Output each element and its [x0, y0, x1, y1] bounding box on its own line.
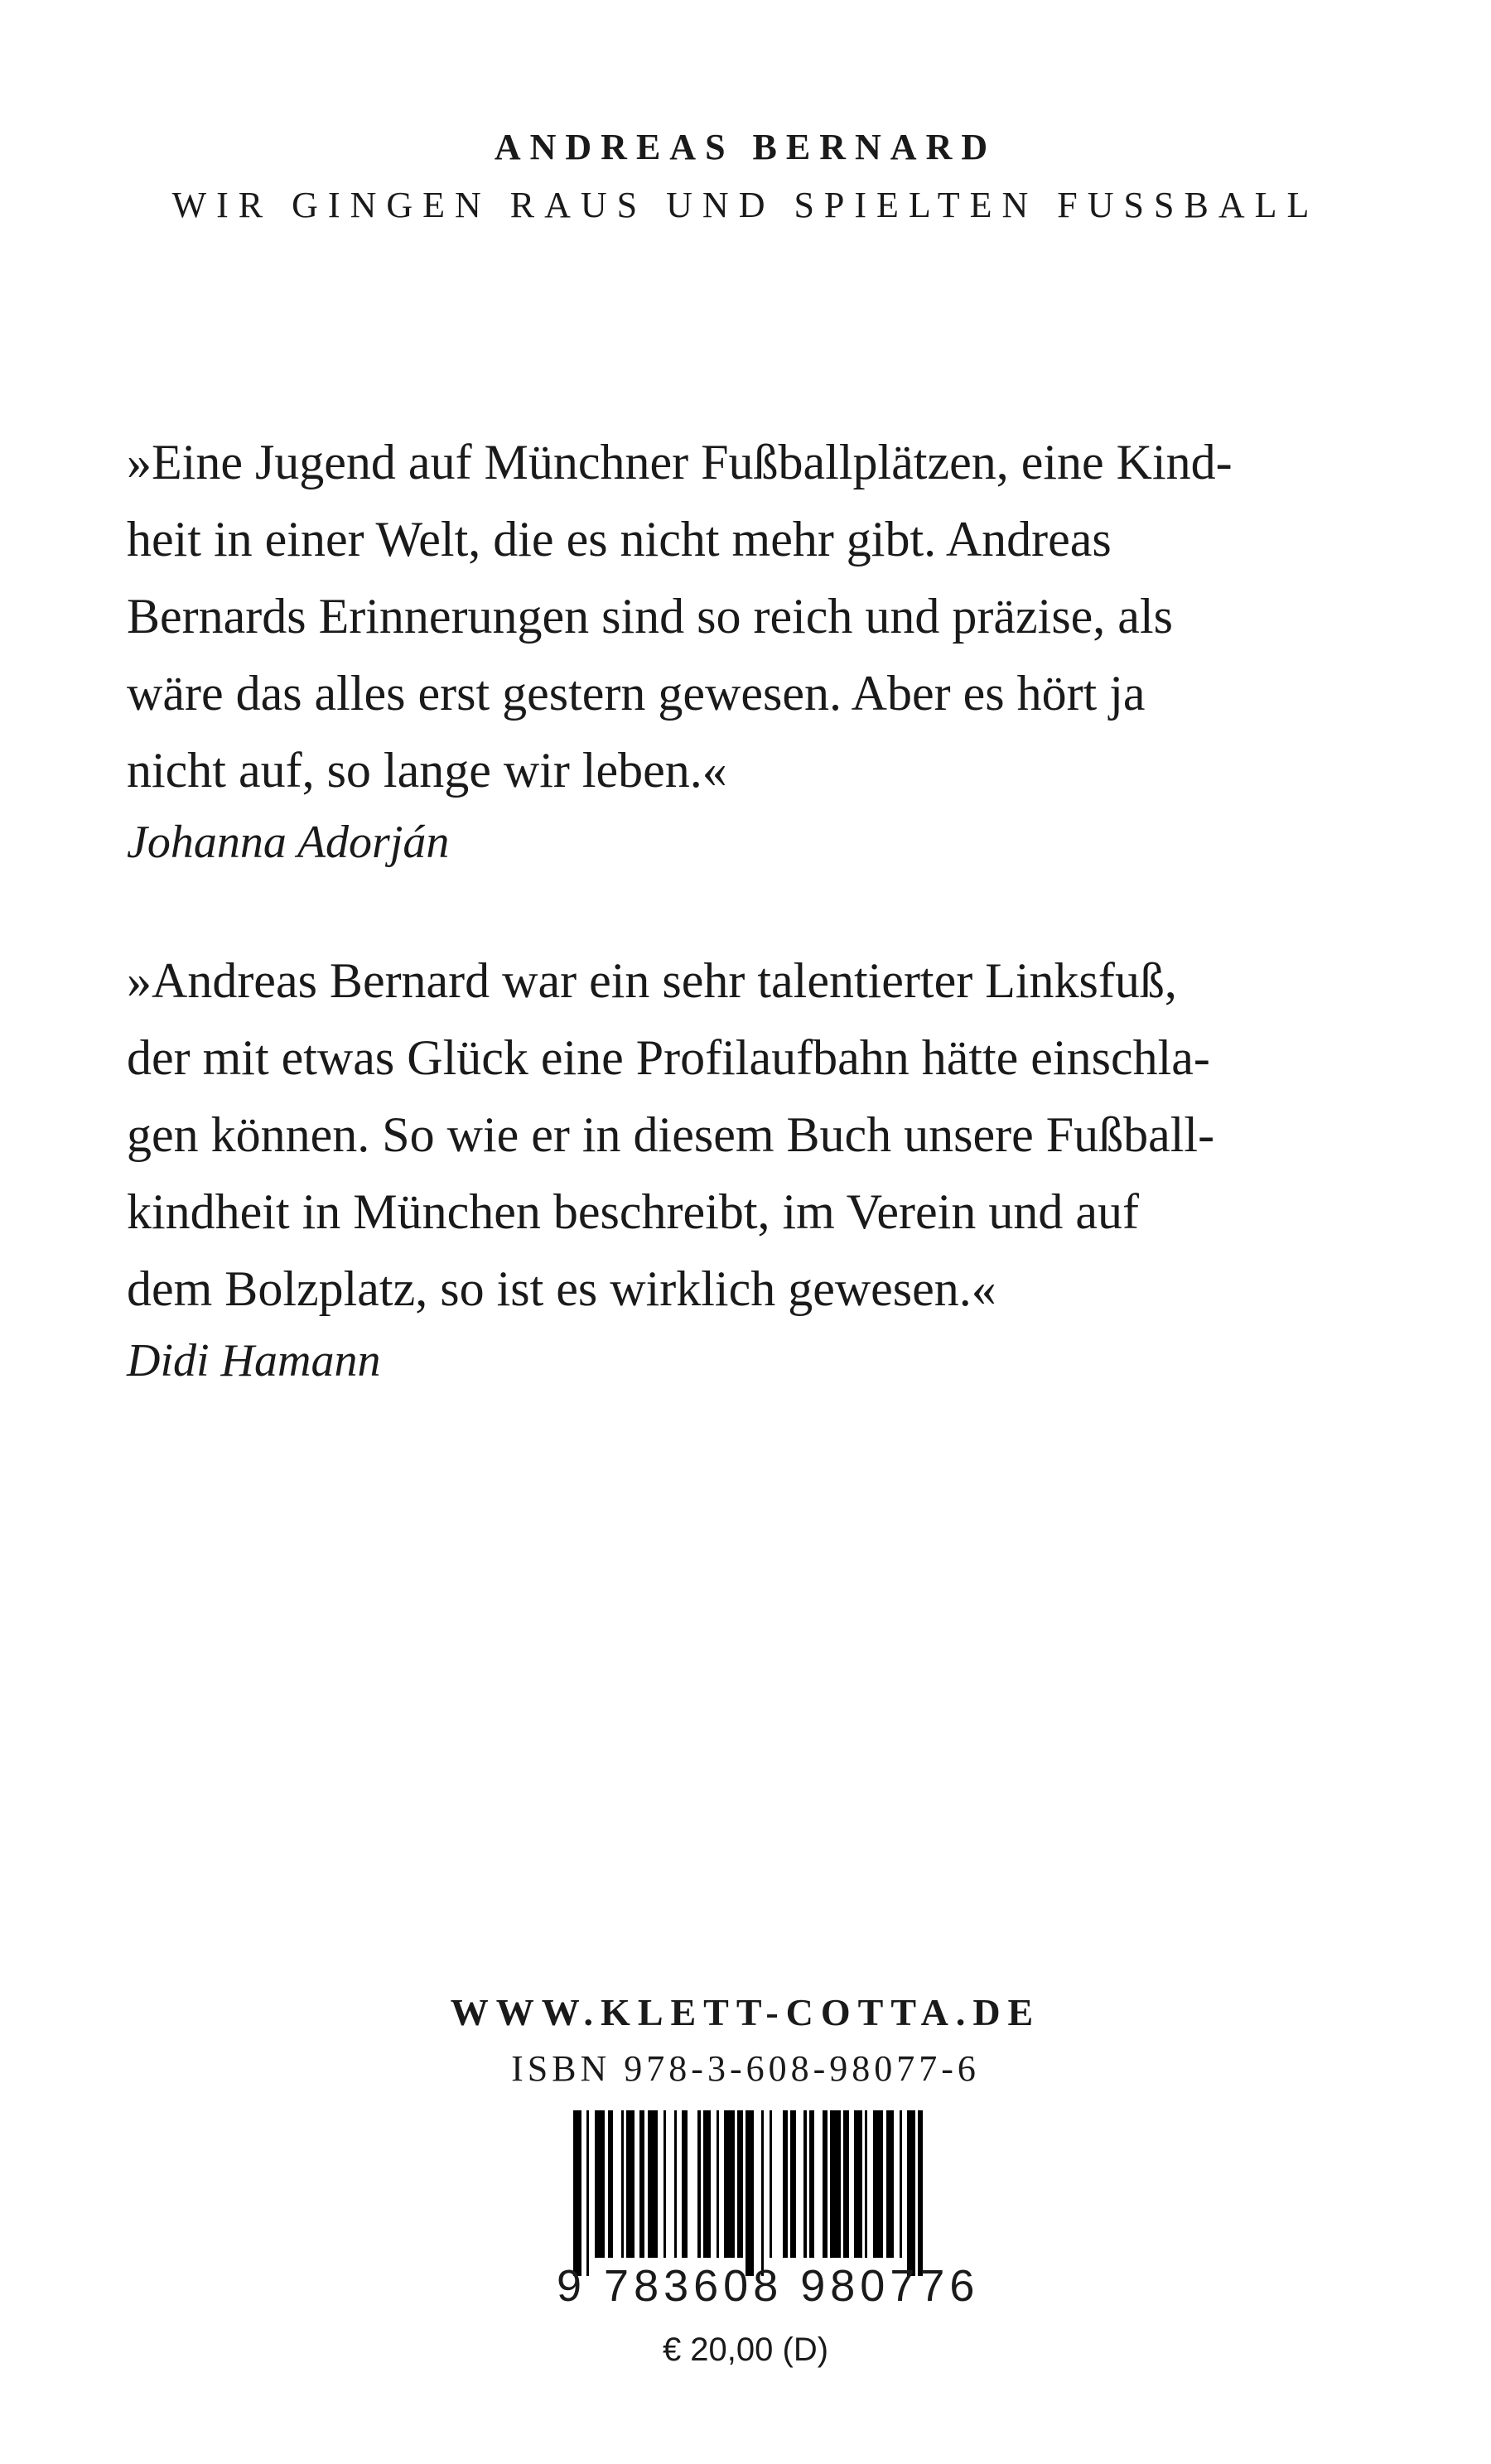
barcode-bar [783, 2110, 788, 2258]
quote-line: gen können. So wie er in diesem Buch unsere Fußball- [127, 1107, 1215, 1162]
barcode-bar [830, 2110, 841, 2258]
quote-attribution: Didi Hamann [127, 1335, 381, 1386]
barcode-bar [682, 2110, 687, 2258]
barcode [557, 2110, 980, 2313]
quote-line: wäre das alles erst gestern gewesen. Aber es hört ja [127, 666, 1146, 721]
barcode-bar [770, 2110, 772, 2258]
quote-line: Bernards Erinnerungen sind so reich und präzise, als [127, 589, 1173, 644]
barcode-bar [663, 2110, 666, 2258]
barcode-bar [626, 2110, 635, 2258]
price-label: € 20,00 (D) [662, 2331, 829, 2368]
cover-footer [0, 1988, 1491, 2094]
quote-line: heit in einer Welt, die es nicht mehr gibt. Andreas [127, 512, 1112, 567]
book-author: ANDREAS BERNARD [494, 127, 997, 167]
blurb-quote-1 [127, 424, 1386, 875]
quote-attribution: Johanna Adorján [127, 817, 450, 868]
barcode-bars [573, 2110, 971, 2276]
barcode-bar [573, 2110, 581, 2276]
barcode-bar [907, 2110, 915, 2276]
barcode-bar [900, 2110, 902, 2258]
barcode-bar [843, 2110, 848, 2258]
barcode-bar [873, 2110, 884, 2258]
blurb-quote-2 [127, 943, 1386, 1394]
publisher-website: WWW.KLETT-COTTA.DE [450, 1991, 1041, 2033]
barcode-bar [648, 2110, 659, 2258]
barcode-bar [803, 2110, 806, 2258]
barcode-bar [724, 2110, 735, 2258]
quote-line: dem Bolzplatz, so ist es wirklich gewesen.« [127, 1261, 996, 1316]
quote-line: »Eine Jugend auf Münchner Fußballplätzen, eine Kind- [127, 435, 1233, 489]
barcode-bar [790, 2110, 795, 2258]
barcode-bar [737, 2110, 742, 2258]
barcode-bar [703, 2110, 712, 2258]
quote-line: nicht auf, so lange wir leben.« [127, 743, 727, 798]
book-title: WIR GINGEN RAUS UND SPIELTEN FUSSBALL [171, 185, 1320, 225]
barcode-bar [697, 2110, 700, 2258]
barcode-bar [823, 2110, 828, 2258]
barcode-bar [761, 2110, 764, 2276]
barcode-bar [639, 2110, 644, 2258]
isbn-number: ISBN 978-3-608-98077-6 [511, 2048, 980, 2089]
barcode-bar [621, 2110, 624, 2258]
barcode-bar [746, 2110, 754, 2276]
cover-header [0, 123, 1491, 230]
barcode-bar [595, 2110, 606, 2258]
barcode-bar [608, 2110, 613, 2258]
barcode-bar [918, 2110, 923, 2276]
barcode-bar [586, 2110, 589, 2276]
quote-line: »Andreas Bernard war ein sehr talentierter Linksfuß, [127, 953, 1177, 1008]
barcode-digits: 9 783608 980776 [557, 2261, 980, 2311]
quote-line: der mit etwas Glück eine Profilaufbahn hätte einschla- [127, 1030, 1210, 1085]
barcode-bar [854, 2110, 862, 2258]
quote-line: kindheit in München beschreibt, im Verein und auf [127, 1184, 1139, 1239]
barcode-bar [674, 2110, 677, 2258]
barcode-bar [717, 2110, 719, 2258]
barcode-bar [865, 2110, 867, 2258]
barcode-bar [809, 2110, 814, 2258]
barcode-bar [886, 2110, 895, 2258]
